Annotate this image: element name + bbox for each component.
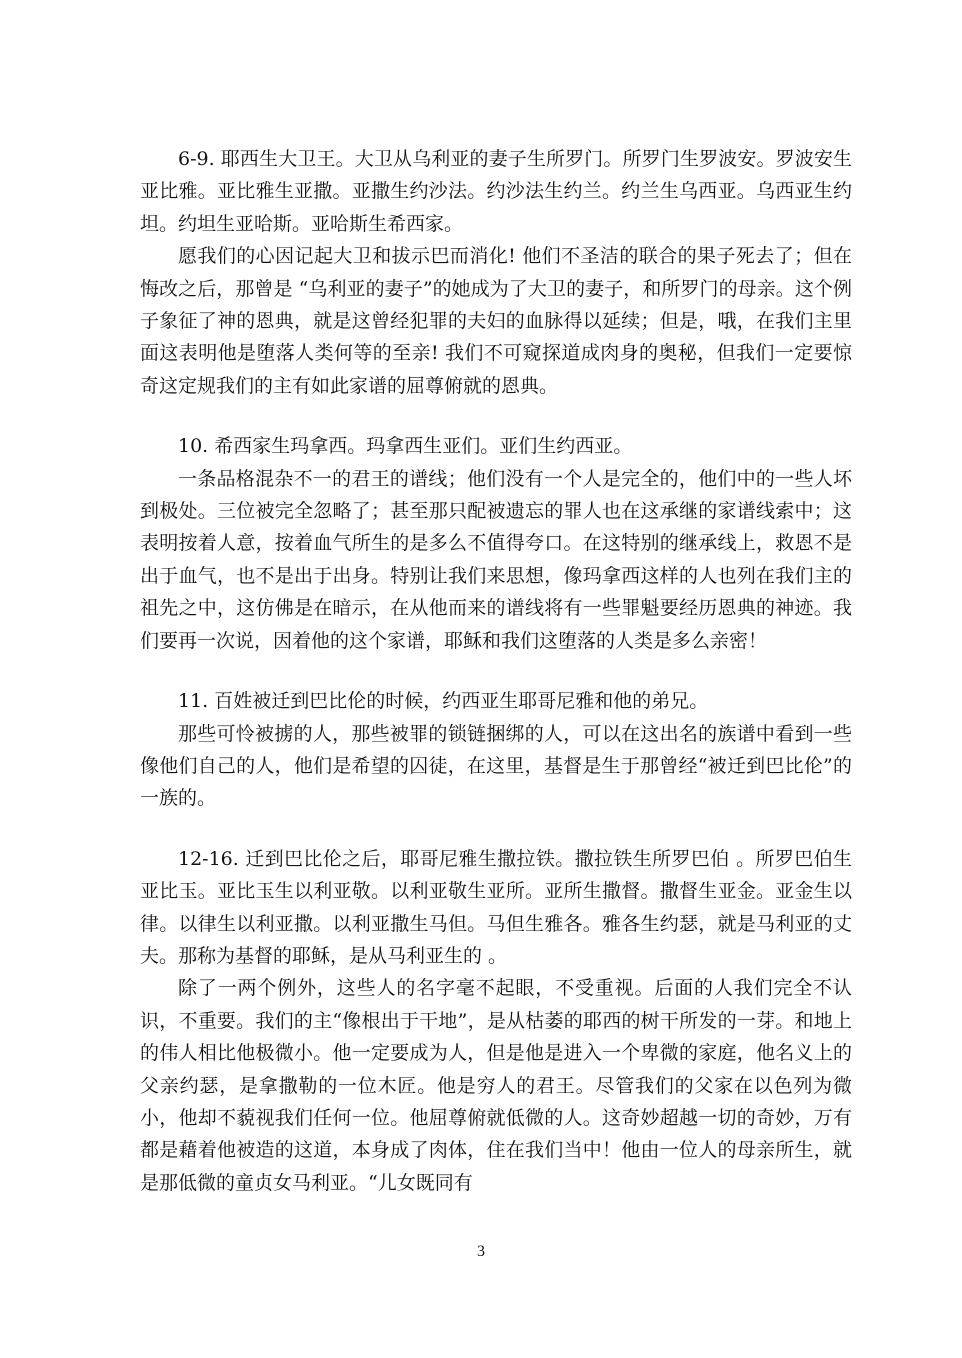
page-content — [140, 143, 852, 1227]
section-verses-12-16 — [140, 843, 852, 1199]
section-verse-10 — [140, 430, 852, 657]
section-verses-6-9 — [140, 143, 852, 402]
commentary-text: 除了一两个例外，这些人的名字毫不起眼，不受重视。后面的人我们完全不认识，不重要。我们的主“像根出于干地”，是从枯萎的耶西的树干所发的一芽。和地上的伟人相比他极微小。他一定要成为人，但是他是进入一个卑微的家庭，他名义上的父亲约瑟，是拿撒勒的一位木匠。他是穷人的君王。尽管我们的父家在以色列为微小，他却不藐视我们任何一位。他屈尊俯就低微的人。这奇妙超越一切的奇妙，万有都是藉着他被造的这道，本身成了肉体，住在我们当中！他由一位人的母亲所生，就是那低微的童贞女马利亚。“儿女既同有 — [140, 977, 852, 1194]
verse-text: 12-16. 迁到巴比伦之后，耶哥尼雅生撒拉铁。撒拉铁生所罗巴伯 。所罗巴伯生亚比玉。亚比玉生以利亚敬。以利亚敬生亚所。亚所生撒督。撒督生亚金。亚金生以律。以律生以利亚撒。以利亚撒生马但。马但生雅各。雅各生约瑟，就是马利亚的丈夫。那称为基督的耶稣，是从马利亚生的 。 — [140, 847, 852, 967]
commentary-text: 那些可怜被掳的人，那些被罪的锁链捆绑的人，可以在这出名的族谱中看到一些像他们自己的人，他们是希望的囚徒，在这里，基督是生于那曾经“被迁到巴比伦”的一族的。 — [140, 722, 852, 810]
verse-text: 11. 百姓被迁到巴比伦的时候，约西亚生耶哥尼雅和他的弟兄。 — [178, 690, 709, 713]
page-number: 3 — [477, 1243, 485, 1260]
commentary-text: 一条品格混杂不一的君王的谱线；他们没有一个人是完全的，他们中的一些人坏到极处。三位被完全忽略了；甚至那只配被遗忘的罪人也在这承继的家谱线索中；这表明按着人意，按着血气所生的是多么不值得夸口。在这特别的继承线上，救恩不是出于血气，也不是出于出身。特别让我们来思想，像玛拿西这样的人也列在我们主的祖先之中，这仿佛是在暗示，在从他而来的谱线将有一些罪魁要经历恩典的神迹。我们要再一次说，因着他的这个家谱，耶稣和我们这堕落的人类是多么亲密！ — [140, 467, 852, 652]
section-verse-11 — [140, 685, 852, 815]
verse-text: 10. 希西家生玛拿西。玛拿西生亚们。亚们生约西亚。 — [178, 435, 633, 458]
commentary-text: 愿我们的心因记起大卫和拔示巴而消化! 他们不圣洁的联合的果子死去了；但在悔改之后，那曾是 “乌利亚的妻子”的她成为了大卫的妻子，和所罗门的母亲。这个例子象征了神的恩典，就是这曾经犯罪的夫妇的血脉得以延续；但是，哦，在我们主里面这表明他是堕落人类何等的至亲! 我们不可窥探道成肉身的奥秘，但我们一定要惊奇这定规我们的主有如此家谱的屈尊俯就的恩典。 — [140, 245, 852, 397]
verse-text: 6-9. 耶西生大卫王。大卫从乌利亚的妻子生所罗门。所罗门生罗波安。罗波安生亚比雅。亚比雅生亚撒。亚撒生约沙法。约沙法生约兰。约兰生乌西亚。乌西亚生约坦。约坦生亚哈斯。亚哈斯生希西家。 — [140, 148, 852, 235]
